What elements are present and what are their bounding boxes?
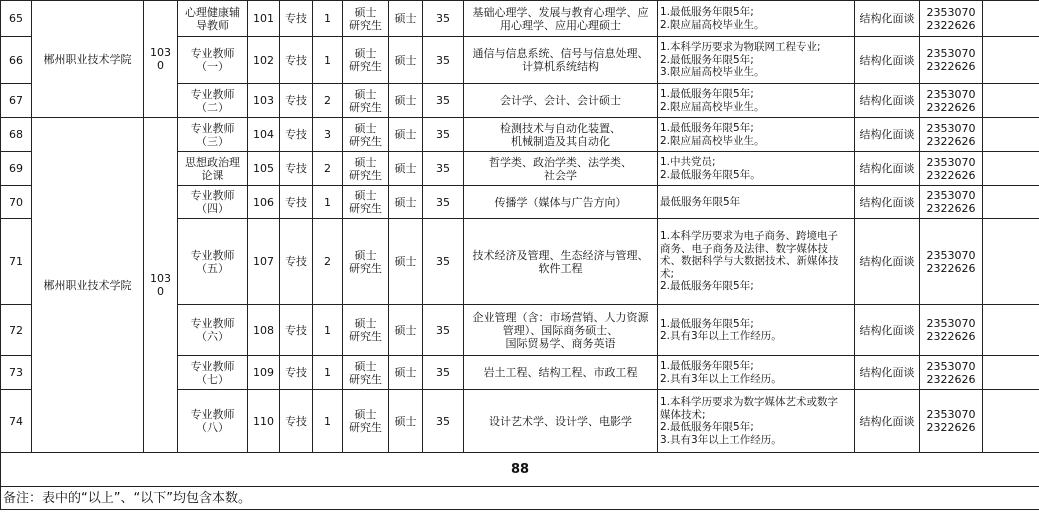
- cell-line: 最低服务年限5年: [660, 195, 741, 208]
- degree-cell: 硕士: [389, 219, 423, 305]
- cell-line: 2353070: [926, 248, 976, 262]
- major-cell: [464, 305, 658, 356]
- contact-phone-cell: [920, 84, 983, 118]
- major-cell: [464, 186, 658, 219]
- cell-line: 研究生: [349, 60, 382, 73]
- cell-line: 硕士: [354, 87, 377, 101]
- cell-line: 专业教师: [190, 359, 235, 373]
- cell-line: 检测技术与自动化装置、: [500, 121, 621, 135]
- headcount-cell: 1: [313, 37, 343, 84]
- cell-line: 研究生: [349, 18, 382, 32]
- unit-name-cell: 郴州职业技术学院: [32, 118, 144, 453]
- seq-number-cell: 65: [1, 1, 32, 37]
- headcount-cell: 2: [313, 84, 343, 118]
- degree-cell: 硕士: [389, 305, 423, 356]
- cell-line: 2353070: [926, 155, 976, 169]
- age-limit-cell: 35: [423, 305, 464, 356]
- cell-line: 设计艺术学、设计学、电影学: [489, 414, 632, 428]
- age-limit-cell: 35: [423, 84, 464, 118]
- contact-phone-cell: [920, 219, 983, 305]
- cell-line: 管理）、国际商务硕士、: [502, 323, 619, 337]
- exam-method-cell: 结构化面谈: [855, 186, 920, 219]
- cell-line: 心理健康辅: [185, 5, 240, 19]
- education-cell: [343, 305, 389, 356]
- cell-line: （二）: [196, 100, 229, 114]
- remarks-cell: [983, 186, 1039, 219]
- remarks-cell: [983, 118, 1039, 152]
- education-cell: [343, 186, 389, 219]
- seq-number-cell: 73: [1, 356, 32, 390]
- cell-line: 专业教师: [190, 87, 235, 101]
- cell-line: 2322626: [926, 372, 976, 386]
- cell-line: 术;: [660, 267, 675, 280]
- headcount-cell: 1: [313, 305, 343, 356]
- cell-line: 硕士: [354, 189, 377, 202]
- cell-line: 专业教师: [190, 47, 235, 60]
- cell-line: 3.限应届高校毕业生。: [660, 66, 765, 79]
- position-type-cell: 专技: [280, 1, 313, 37]
- major-cell: [464, 1, 658, 37]
- position-type-cell: 专技: [280, 305, 313, 356]
- education-cell: [343, 118, 389, 152]
- contact-phone-cell: [920, 356, 983, 390]
- cell-line: 1.最低服务年限5年;: [660, 122, 754, 134]
- cell-line: 2322626: [926, 202, 976, 215]
- position-code-cell: 107: [248, 219, 280, 305]
- requirements-cell: [658, 118, 855, 152]
- remarks-cell: [983, 84, 1039, 118]
- cell-line: 2353070: [926, 47, 976, 60]
- cell-line: 媒体技术;: [660, 408, 706, 421]
- remarks-cell: [983, 356, 1039, 390]
- cell-line: 2322626: [926, 261, 976, 275]
- cell-line: 硕士: [354, 408, 377, 421]
- degree-cell: 硕士: [389, 84, 423, 118]
- seq-number-cell: 66: [1, 37, 32, 84]
- age-limit-cell: 35: [423, 37, 464, 84]
- position-type-cell: 专技: [280, 152, 313, 186]
- remarks-cell: [983, 152, 1039, 186]
- cell-line: 2322626: [926, 18, 976, 32]
- exam-method-cell: 结构化面谈: [855, 219, 920, 305]
- total-count-cell: 88: [1, 453, 1039, 487]
- cell-line: 研究生: [349, 100, 382, 114]
- cell-line: 专业教师: [190, 121, 235, 135]
- cell-line: 2353070: [926, 121, 976, 135]
- position-type-cell: 专技: [280, 390, 313, 453]
- cell-line: 2.最低服务年限5年;: [660, 421, 754, 433]
- cell-line: 2322626: [926, 168, 976, 182]
- cell-line: 用心理学、应用心理硕士: [500, 18, 621, 32]
- education-cell: [343, 219, 389, 305]
- note-row: [1, 487, 1039, 510]
- exam-method-cell: 结构化面谈: [855, 305, 920, 356]
- remarks-cell: [983, 1, 1039, 37]
- seq-number-cell: 70: [1, 186, 32, 219]
- position-code-cell: 109: [248, 356, 280, 390]
- seq-number-cell: 72: [1, 305, 32, 356]
- seq-number-cell: 74: [1, 390, 32, 453]
- cell-line: （四）: [196, 202, 229, 215]
- position-name-cell: [178, 186, 248, 219]
- headcount-cell: 1: [313, 186, 343, 219]
- cell-line: 2322626: [926, 100, 976, 114]
- exam-method-cell: 结构化面谈: [855, 356, 920, 390]
- position-code-cell: 105: [248, 152, 280, 186]
- contact-phone-cell: [920, 186, 983, 219]
- cell-line: 2.最低服务年限5年;: [660, 53, 754, 66]
- major-cell: [464, 390, 658, 453]
- cell-line: （三）: [196, 134, 229, 148]
- major-cell: [464, 219, 658, 305]
- cell-line: 专业教师: [190, 189, 235, 202]
- degree-cell: 硕士: [389, 118, 423, 152]
- cell-line: 通信与信息系统、信号与信息处理、: [472, 47, 649, 60]
- cell-line: （八）: [196, 421, 229, 434]
- remarks-cell: [983, 219, 1039, 305]
- cell-line: 专业教师: [190, 317, 235, 330]
- exam-method-cell: 结构化面谈: [855, 84, 920, 118]
- age-limit-cell: 35: [423, 356, 464, 390]
- cell-line: 社会学: [544, 168, 577, 182]
- remarks-cell: [983, 305, 1039, 356]
- requirements-cell: [658, 219, 855, 305]
- cell-line: 国际贸易学、商务英语: [505, 336, 616, 350]
- position-name-cell: [178, 37, 248, 84]
- cell-line: 基础心理学、发展与教育心理学、应: [472, 5, 649, 19]
- age-limit-cell: 35: [423, 390, 464, 453]
- remarks-cell: [983, 37, 1039, 84]
- seq-number-cell: 68: [1, 118, 32, 152]
- cell-line: 硕士: [354, 248, 377, 262]
- cell-line: 2353070: [926, 408, 976, 421]
- cell-line: 2353070: [926, 317, 976, 330]
- requirements-cell: [658, 37, 855, 84]
- table-row: [1, 118, 1039, 152]
- cell-line: 2.限应届高校毕业生。: [660, 134, 765, 147]
- contact-phone-cell: [920, 152, 983, 186]
- cell-line: 论课: [201, 168, 224, 182]
- major-cell: [464, 152, 658, 186]
- headcount-cell: 1: [313, 390, 343, 453]
- position-type-cell: 专技: [280, 356, 313, 390]
- position-name-cell: [178, 1, 248, 37]
- cell-line: 专业教师: [190, 408, 235, 421]
- position-code-cell: 108: [248, 305, 280, 356]
- position-type-cell: 专技: [280, 37, 313, 84]
- exam-method-cell: 结构化面谈: [855, 152, 920, 186]
- cell-line: 1.最低服务年限5年;: [660, 360, 754, 372]
- cell-line: 2.具有3年以上工作经历。: [660, 372, 782, 385]
- headcount-cell: 1: [313, 356, 343, 390]
- cell-line: 术、数据科学与大数据技术、新媒体技: [660, 255, 839, 268]
- contact-phone-cell: [920, 37, 983, 84]
- seq-number-cell: 69: [1, 152, 32, 186]
- cell-line: （一）: [196, 60, 229, 73]
- cell-line: 研究生: [349, 421, 382, 434]
- position-code-cell: 104: [248, 118, 280, 152]
- cell-line: 2.最低服务年限5年。: [660, 168, 761, 181]
- education-cell: [343, 37, 389, 84]
- cell-line: 机械制造及其自动化: [511, 134, 610, 148]
- cell-line: 硕士: [354, 317, 377, 330]
- education-cell: [343, 1, 389, 37]
- education-cell: [343, 84, 389, 118]
- cell-line: 2.最低服务年限5年;: [660, 280, 754, 293]
- cell-line: 硕士: [354, 47, 377, 60]
- contact-phone-cell: [920, 118, 983, 152]
- cell-line: 2353070: [926, 5, 976, 19]
- cell-line: 研究生: [349, 261, 382, 275]
- headcount-cell: 2: [313, 219, 343, 305]
- requirements-cell: [658, 356, 855, 390]
- age-limit-cell: 35: [423, 118, 464, 152]
- headcount-cell: 3: [313, 118, 343, 152]
- position-type-cell: 专技: [280, 118, 313, 152]
- contact-phone-cell: [920, 305, 983, 356]
- cell-line: 硕士: [354, 5, 377, 19]
- education-cell: [343, 390, 389, 453]
- position-code-cell: 110: [248, 390, 280, 453]
- cell-line: 硕士: [354, 155, 377, 169]
- total-row: [1, 453, 1039, 487]
- position-name-cell: [178, 219, 248, 305]
- seq-number-cell: 67: [1, 84, 32, 118]
- requirements-cell: [658, 305, 855, 356]
- cell-line: 哲学类、政治学类、法学类、: [489, 155, 632, 169]
- cell-line: 研究生: [349, 372, 382, 386]
- cell-line: 软件工程: [538, 261, 583, 275]
- cell-line: 传播学（媒体与广告方向）: [494, 195, 627, 209]
- major-cell: [464, 118, 658, 152]
- exam-method-cell: 结构化面谈: [855, 37, 920, 84]
- degree-cell: 硕士: [389, 1, 423, 37]
- education-cell: [343, 152, 389, 186]
- position-name-cell: [178, 305, 248, 356]
- cell-line: 1.本科学历要求为电子商务、跨境电子: [660, 230, 839, 243]
- footnote-cell: 备注：表中的“以上”、“以下”均包含本数。: [1, 487, 1039, 510]
- remarks-cell: [983, 390, 1039, 453]
- position-type-cell: 专技: [280, 186, 313, 219]
- cell-line: 岩土工程、结构工程、市政工程: [483, 366, 638, 379]
- exam-method-cell: 结构化面谈: [855, 390, 920, 453]
- cell-line: 1.本科学历要求为物联网工程专业;: [660, 41, 821, 54]
- cell-line: （五）: [196, 261, 229, 275]
- age-limit-cell: 35: [423, 152, 464, 186]
- position-type-cell: 专技: [280, 84, 313, 118]
- cell-line: （六）: [196, 330, 229, 343]
- position-code-cell: 103: [248, 84, 280, 118]
- degree-cell: 硕士: [389, 152, 423, 186]
- position-type-cell: 专技: [280, 219, 313, 305]
- position-code-cell: 106: [248, 186, 280, 219]
- cell-line: 1.最低服务年限5年;: [660, 6, 754, 18]
- position-name-cell: [178, 84, 248, 118]
- exam-method-cell: 结构化面谈: [855, 1, 920, 37]
- requirements-cell: [658, 152, 855, 186]
- cell-line: 企业管理（含：市场营销、人力资源: [472, 310, 649, 324]
- cell-line: 2322626: [926, 60, 976, 73]
- degree-cell: 硕士: [389, 390, 423, 453]
- cell-line: 2353070: [926, 359, 976, 373]
- cell-line: 技术经济及管理、生态经济与管理、: [472, 248, 649, 262]
- cell-line: 1.最低服务年限5年;: [660, 88, 754, 100]
- cell-line: 2322626: [926, 330, 976, 343]
- requirements-cell: [658, 84, 855, 118]
- headcount-cell: 1: [313, 1, 343, 37]
- cell-line: 2353070: [926, 87, 976, 101]
- cell-line: 会计学、会计、会计硕士: [500, 94, 621, 107]
- position-name-cell: [178, 356, 248, 390]
- contact-phone-cell: [920, 390, 983, 453]
- cell-line: 专业教师: [190, 248, 235, 262]
- cell-line: 研究生: [349, 202, 382, 215]
- cell-line: 2.限应届高校毕业生。: [660, 100, 765, 113]
- exam-method-cell: 结构化面谈: [855, 118, 920, 152]
- table-row: [1, 1, 1039, 37]
- cell-line: 1.最低服务年限5年;: [660, 317, 754, 330]
- position-code-cell: 102: [248, 37, 280, 84]
- age-limit-cell: 35: [423, 186, 464, 219]
- unit-code-cell: 1030: [144, 1, 178, 118]
- cell-line: 2322626: [926, 421, 976, 434]
- headcount-cell: 2: [313, 152, 343, 186]
- cell-line: 研究生: [349, 168, 382, 182]
- cell-line: 商务、电子商务及法律、数字媒体技: [660, 242, 828, 255]
- degree-cell: 硕士: [389, 186, 423, 219]
- unit-code-cell: 1030: [144, 118, 178, 453]
- age-limit-cell: 35: [423, 219, 464, 305]
- cell-line: 计算机系统结构: [522, 60, 599, 73]
- requirements-cell: [658, 186, 855, 219]
- requirements-cell: [658, 390, 855, 453]
- cell-line: 1.中共党员;: [660, 156, 716, 168]
- seq-number-cell: 71: [1, 219, 32, 305]
- cell-line: 2322626: [926, 134, 976, 148]
- age-limit-cell: 35: [423, 1, 464, 37]
- unit-name-cell: 郴州职业技术学院: [32, 1, 144, 118]
- major-cell: [464, 84, 658, 118]
- cell-line: 2.具有3年以上工作经历。: [660, 330, 782, 342]
- cell-line: 2353070: [926, 189, 976, 202]
- degree-cell: 硕士: [389, 37, 423, 84]
- requirements-cell: [658, 1, 855, 37]
- cell-line: 导教师: [196, 18, 229, 32]
- degree-cell: 硕士: [389, 356, 423, 390]
- cell-line: 硕士: [354, 121, 377, 135]
- cell-line: （七）: [196, 372, 229, 386]
- cell-line: 研究生: [349, 134, 382, 148]
- position-code-cell: 101: [248, 1, 280, 37]
- education-cell: [343, 356, 389, 390]
- cell-line: 3.具有3年以上工作经历。: [660, 433, 782, 446]
- cell-line: 1.本科学历要求为数字媒体艺术或数字: [660, 396, 839, 408]
- cell-line: 思想政治理: [185, 155, 240, 169]
- cell-line: 2.限应届高校毕业生。: [660, 18, 765, 31]
- position-name-cell: [178, 390, 248, 453]
- cell-line: 硕士: [354, 359, 377, 373]
- contact-phone-cell: [920, 1, 983, 37]
- major-cell: [464, 37, 658, 84]
- position-name-cell: [178, 118, 248, 152]
- position-name-cell: [178, 152, 248, 186]
- major-cell: [464, 356, 658, 390]
- cell-line: 研究生: [349, 330, 382, 343]
